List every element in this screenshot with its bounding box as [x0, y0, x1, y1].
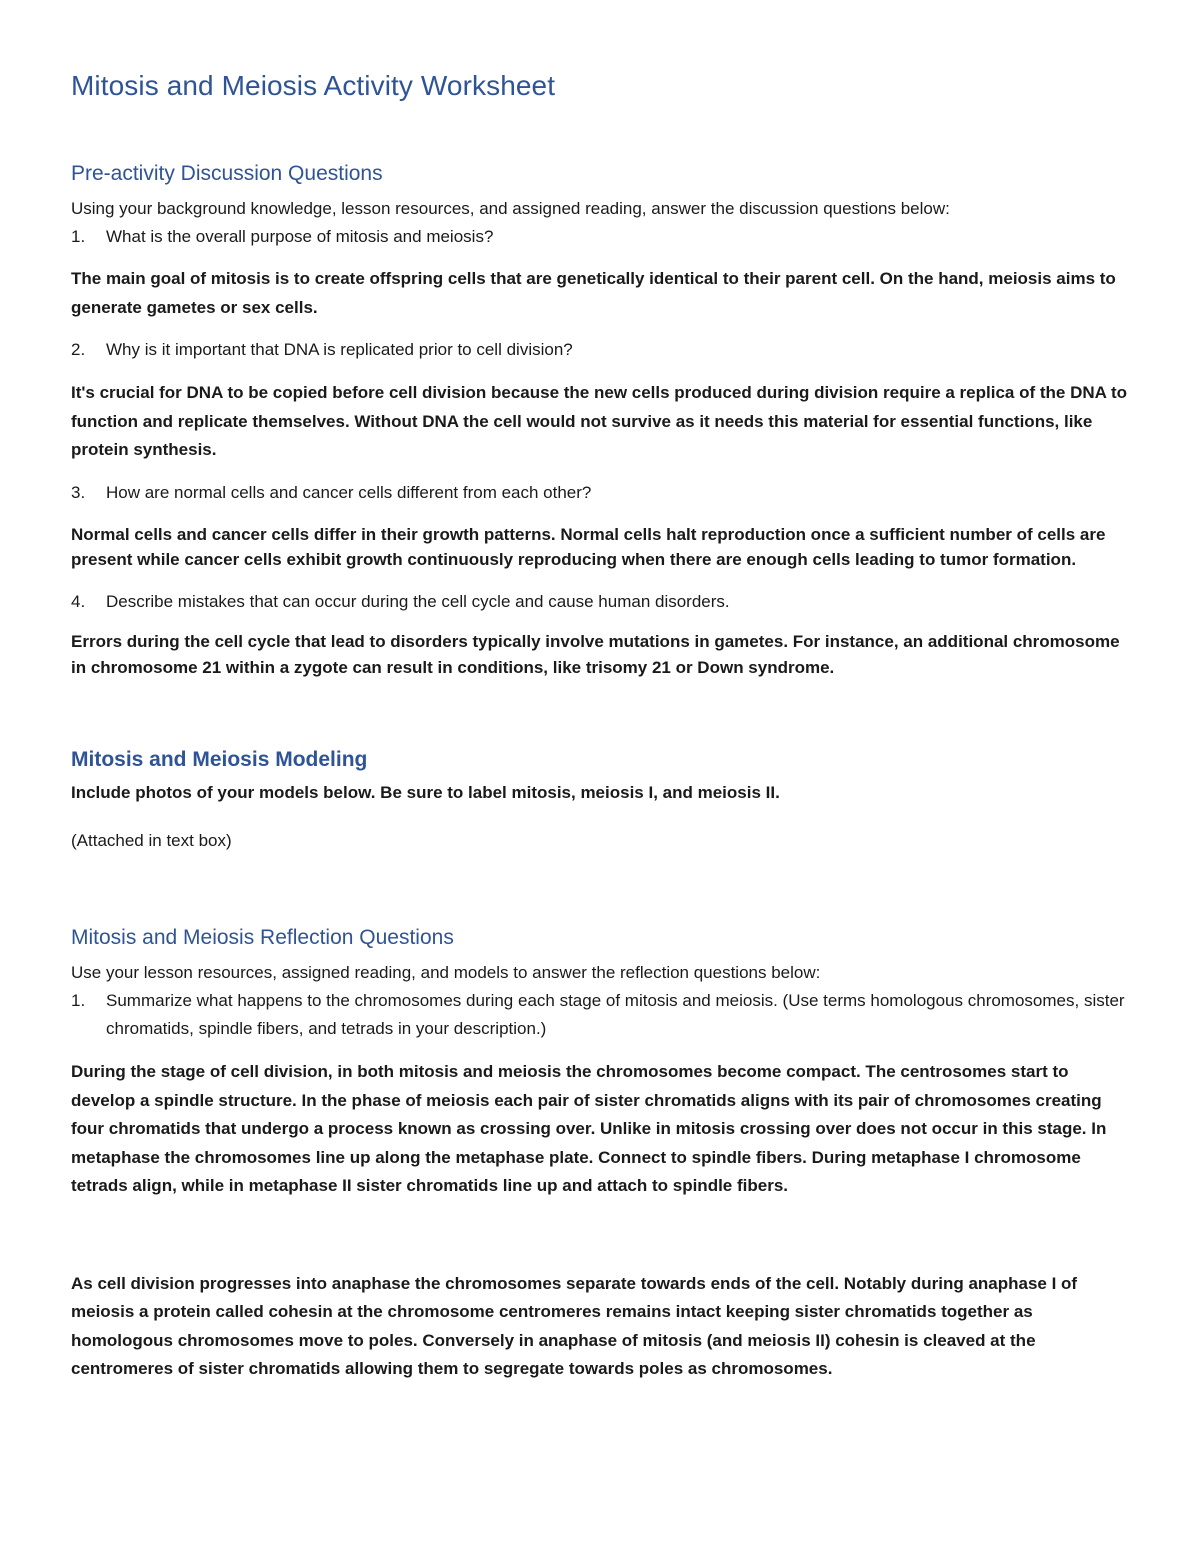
question-item [71, 336, 1131, 364]
question-item [71, 223, 1131, 251]
page-title: Mitosis and Meiosis Activity Worksheet [71, 70, 556, 101]
question-text: Describe mistakes that can occur during the cell cycle and cause human disorders. [106, 591, 730, 611]
modeling-instruction: Include photos of your models below. Be sure to label mitosis, meiosis I, and meiosis II. [71, 782, 780, 802]
question-number: 1. [71, 991, 86, 1010]
question-text: Summarize what happens to the chromosomes during each stage of mitosis and meiosis. (Use terms homologous chromosomes, sister chromatids, spindle fibers, and tetrads in your description.) [106, 991, 1125, 1038]
modeling-heading: Mitosis and Meiosis Modeling [71, 747, 368, 771]
answer-text: Normal cells and cancer cells differ in their growth patterns. Normal cells halt reproduction once a sufficient number of cells are present while cancer cells exhibit growth continuously reproducing when there are enough cells leading to tumor formation. [71, 524, 1106, 569]
worksheet-page [71, 62, 1131, 1384]
answer-text: As cell division progresses into anaphase the chromosomes separate towards ends of the cell. Notably during anaphase I of meiosis a protein called cohesin at the chromosome centromeres remains intact keeping sister chromatids together as homologous chromosomes move to poles. Conversely in anaphase of mitosis (and meiosis II) cohesin is cleaved at the centromeres of sister chromatids allowing them to segregate towards poles as chromosomes. [71, 1273, 1078, 1378]
pre-activity-intro: Using your background knowledge, lesson resources, and assigned reading, answer the discussion questions below: [71, 199, 950, 218]
question-text: What is the overall purpose of mitosis and meiosis? [106, 227, 494, 246]
question-number: 4. [71, 591, 86, 611]
pre-activity-heading: Pre-activity Discussion Questions [71, 162, 383, 185]
reflection-intro: Use your lesson resources, assigned reading, and models to answer the reflection questions below: [71, 963, 821, 982]
question-item [71, 588, 1131, 616]
question-text: Why is it important that DNA is replicated prior to cell division? [106, 340, 573, 359]
answer-text: During the stage of cell division, in both mitosis and meiosis the chromosomes become compact. The centrosomes start to develop a spindle structure. In the phase of meiosis each pair of sister chromatids aligns with its pair of chromosomes creating four chromatids that undergo a process known as crossing over. Unlike in mitosis crossing over does not occur in this stage. In metaphase the chromosomes line up along the metaphase plate. Connect to spindle fibers. During metaphase I chromosome tetrads align, while in metaphase II sister chromatids line up and attach to spindle fibers. [71, 1062, 1107, 1195]
answer-text: Errors during the cell cycle that lead to disorders typically involve mutations in gametes. For instance, an additional chromosome in chromosome 21 within a zygote can result in conditions, like trisomy 21 or Down syndrome. [71, 631, 1120, 677]
reflection-heading: Mitosis and Meiosis Reflection Questions [71, 926, 454, 949]
answer-text: It's crucial for DNA to be copied before cell division because the new cells produced during division require a replica of the DNA to function and replicate themselves. Without DNA the cell would not survive as it needs this material for essential functions, like protein synthesis. [71, 383, 1128, 459]
modeling-note: (Attached in text box) [71, 831, 232, 850]
question-number: 1. [71, 227, 86, 246]
question-number: 3. [71, 482, 86, 502]
answer-text: The main goal of mitosis is to create offspring cells that are genetically identical to their parent cell. On the hand, meiosis aims to generate gametes or sex cells. [71, 269, 1116, 317]
question-number: 2. [71, 340, 86, 359]
question-item [71, 479, 1131, 507]
question-text: How are normal cells and cancer cells different from each other? [106, 482, 592, 502]
question-item [71, 987, 1131, 1043]
